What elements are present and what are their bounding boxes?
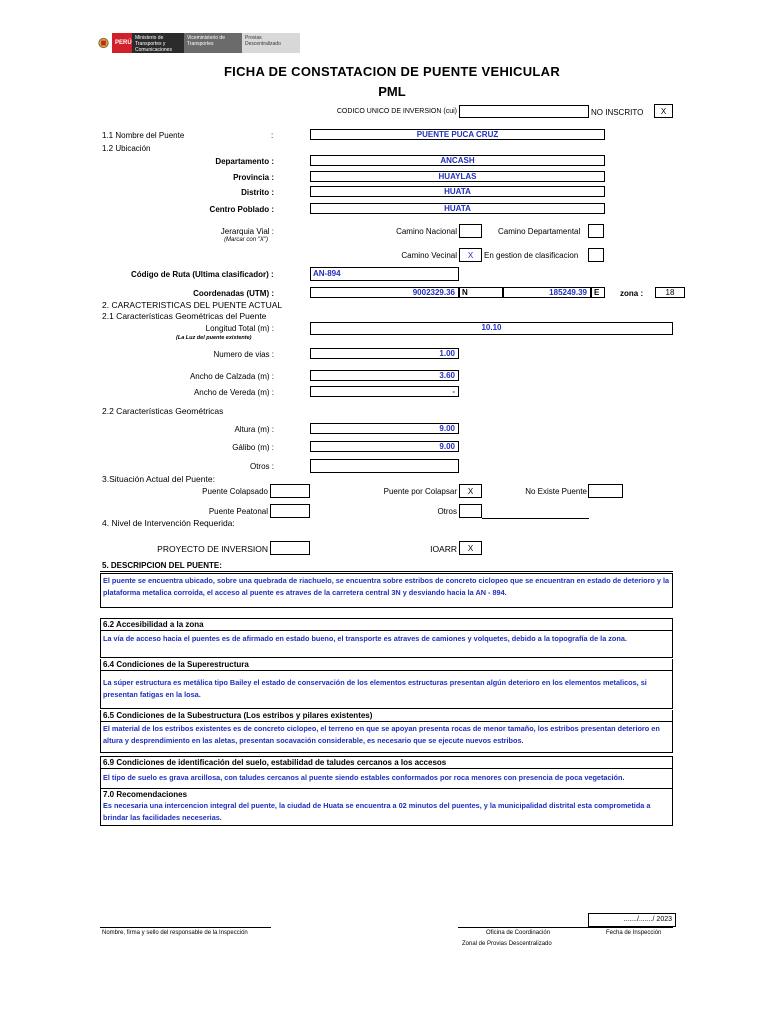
ioarr-label: IOARR [430, 544, 457, 554]
soil-text[interactable]: El tipo de suelo es grava arcillosa, con taludes cercanos al puente siendo estables conformados por roca menores con presencia de poca vegetación. [103, 773, 625, 782]
town-field[interactable]: HUATA [310, 203, 605, 214]
departmental-road-checkbox[interactable] [588, 224, 604, 238]
pedestrian-bridge-checkbox[interactable] [270, 504, 310, 518]
description-box [100, 573, 673, 608]
bridge-name-label: 1.1 Nombre del Puente [102, 131, 185, 140]
roadway-width-label: Ancho de Calzada (m) : [189, 372, 274, 381]
route-code-label: Código de Ruta (Ultima clasificador) : [131, 270, 274, 279]
section-2-title: 2. CARACTERISTICAS DEL PUENTE ACTUAL [102, 300, 283, 310]
route-code-field[interactable]: AN-894 [310, 267, 459, 281]
bridge-name-colon: : [271, 131, 274, 140]
description-text[interactable]: El puente se encuentra ubicado, sobre una quebrada de riachuelo, se encuentra sobre estribos de concreto ciclopeo que se encuentran en estado de deterioro y la plataforma metalica corroida, el acceso al puente es atraves de la carretera central 3N y desviando hacia la AN - 894. [103, 576, 670, 597]
utm-east-unit: E [591, 287, 605, 298]
soil-box [100, 756, 673, 789]
section-5-rule [100, 571, 673, 572]
page-title: FICHA DE CONSTATACION DE PUENTE VEHICULAR [223, 64, 561, 79]
inspection-date-field[interactable]: ......./......./ 2023 [588, 913, 676, 927]
total-length-note: (La Luz del puente existente) [176, 335, 252, 341]
departmental-road-label: Camino Departamental [498, 227, 581, 236]
accessibility-box [100, 618, 673, 658]
sidewalk-width-field[interactable]: - [310, 386, 459, 397]
total-length-field[interactable]: 10.10 [310, 322, 673, 335]
section-5-title: 5. DESCRIPCION DEL PUENTE: [102, 561, 222, 570]
classification-pending-checkbox[interactable] [588, 248, 604, 262]
road-hierarchy-note: (Marcar con "X") [224, 237, 268, 243]
institution-logo-bar [95, 33, 300, 53]
bridge-name-field[interactable]: PUENTE PUCA CRUZ [310, 129, 605, 140]
investment-project-label: PROYECTO DE INVERSION [157, 544, 268, 554]
collapsed-bridge-checkbox[interactable] [270, 484, 310, 498]
height-label: Altura (m) : [234, 425, 274, 434]
other-dimensions-label: Otros : [249, 462, 274, 471]
district-field[interactable]: HUATA [310, 186, 605, 197]
department-field[interactable]: ANCASH [310, 155, 605, 166]
viceministry-label: Viceministerio de Transportes [184, 33, 242, 53]
superstructure-text[interactable]: La súper estructura es metálica tipo Bailey el estado de conservación de los elementos estructuras presentan algún deterioro en los elementos metalicos, si presentan fatigas en la losa. [103, 678, 647, 699]
ioarr-checkbox[interactable]: X [459, 541, 482, 555]
location-label: 1.2 Ubicación [102, 144, 151, 153]
sidewalk-width-label: Ancho de Vereda (m) : [193, 388, 274, 397]
no-inscrito-label: NO INSCRITO [591, 108, 644, 117]
utm-label: Coordenadas (UTM) : [193, 289, 274, 298]
collapsing-bridge-label: Puente por Colapsar [383, 487, 457, 496]
other-dimensions-field[interactable] [310, 459, 459, 473]
office-caption-1: Oficina de Coordinación [486, 930, 551, 936]
zone-field[interactable]: 18 [655, 287, 685, 298]
clearance-label: Gálibo (m) : [232, 443, 274, 452]
inspection-date-caption: Fecha de Inspección [606, 930, 662, 936]
total-length-label: Longitud Total (m) : [205, 324, 274, 333]
pedestrian-bridge-label: Puente Peatonal [208, 507, 268, 516]
superstructure-title: 6.4 Condiciones de la Superestructura [101, 659, 672, 671]
no-bridge-checkbox[interactable] [588, 484, 623, 498]
country-badge: PERÚ [112, 33, 132, 53]
zone-label: zona : [620, 289, 644, 298]
department-label: Departamento : [215, 157, 274, 166]
national-road-checkbox[interactable] [459, 224, 482, 238]
utm-east-field[interactable]: 185249.39 [503, 287, 591, 298]
height-field[interactable]: 9.00 [310, 423, 459, 434]
recommendations-box [100, 789, 673, 826]
roadway-width-field[interactable]: 3.60 [310, 370, 459, 381]
page-subtitle: PML [378, 84, 406, 99]
substructure-text[interactable]: El material de los estribos existentes es de concreto ciclopeo, el terreno en que se apoyan presenta rocas de menor tamaño, los estribos presentan deterioro en altura y desprendimiento en las aletas, presentan socavación considerable, es necesario que se ejecute nuevos estribos. [103, 724, 660, 745]
province-field[interactable]: HUAYLAS [310, 171, 605, 182]
national-road-label: Camino Nacional [396, 227, 457, 236]
signature-caption: Nombre, firma y sello del responsable de la Inspección [102, 930, 248, 936]
section-4-title: 4. Nivel de Intervención Requerida: [102, 518, 235, 528]
accessibility-title: 6.2 Accesibilidad a la zona [101, 619, 672, 631]
section-2-1-title: 2.1 Características Geométricas del Puente [102, 311, 267, 321]
cui-input[interactable] [459, 105, 589, 118]
local-road-checkbox[interactable]: X [459, 248, 482, 262]
other-situation-checkbox[interactable] [459, 504, 482, 518]
other-situation-label: Otros [437, 507, 457, 516]
coat-of-arms-icon [95, 33, 112, 53]
recommendations-text[interactable]: Es necesaria una intercencion integral del puente, la ciudad de Huata se encuentra a 02 minutos del puentes, y la municipalidad distrital esta comprometida a brindar las facilidades neceserias. [103, 801, 651, 822]
local-road-label: Camino Vecinal [401, 251, 457, 260]
agency-label: Provias Descentralizado [242, 33, 300, 53]
cui-label: CODICO UNICO DE INVERSION (cui) [336, 108, 457, 115]
lanes-label: Numero de vias : [213, 350, 274, 359]
section-3-title: 3.Situación Actual del Puente: [102, 474, 215, 484]
other-situation-line [482, 518, 589, 519]
substructure-title: 6.5 Condiciones de la Subestructura (Los estribos y pilares existentes) [101, 710, 672, 722]
utm-north-unit: N [459, 287, 503, 298]
clearance-field[interactable]: 9.00 [310, 441, 459, 452]
collapsed-bridge-label: Puente Colapsado [202, 487, 268, 496]
recommendations-title: 7.0 Recomendaciones [103, 790, 188, 799]
superstructure-box [100, 659, 673, 709]
district-label: Distrito : [241, 188, 274, 197]
province-label: Provincia : [233, 173, 274, 182]
classification-pending-label: En gestion de clasificacion [484, 251, 579, 260]
office-caption-2: Zonal de Provias Descentralizado [462, 941, 552, 947]
no-bridge-label: No Existe Puente [525, 487, 587, 496]
substructure-box [100, 710, 673, 753]
signature-line [100, 927, 271, 928]
accessibility-text[interactable]: La vía de acceso hacia el puentes es de afirmado en estado bueno, el transporte es atraves de camiones y volquetes, debido a la topografía de la zona. [103, 634, 627, 643]
soil-title: 6.9 Condiciones de identificación del suelo, estabilidad de taludes cercanos a los accesos [101, 757, 672, 769]
section-2-2-title: 2.2 Características Geométricas [102, 406, 224, 416]
lanes-field[interactable]: 1.00 [310, 348, 459, 359]
ministry-label: Ministerio de Transportes y Comunicaciones [132, 33, 184, 53]
investment-project-checkbox[interactable] [270, 541, 310, 555]
utm-north-field[interactable]: 9002329.36 [310, 287, 459, 298]
road-hierarchy-label: Jerarquia Vial : [220, 227, 274, 236]
collapsing-bridge-checkbox[interactable]: X [459, 484, 482, 498]
office-line [458, 927, 673, 928]
town-label: Centro Poblado : [209, 205, 274, 214]
no-inscrito-checkbox[interactable]: X [654, 104, 673, 118]
